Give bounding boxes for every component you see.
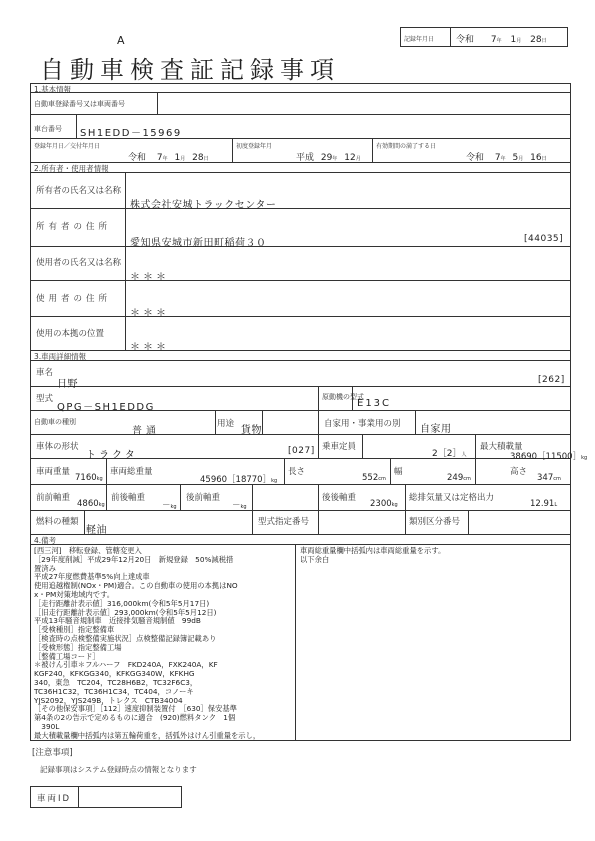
- use-value: 貨物: [241, 425, 262, 436]
- kind-label: 自動車の種別: [34, 418, 76, 426]
- expiry-label: 有効期間の満了する日: [376, 143, 437, 150]
- maker-label: 車名: [36, 368, 54, 378]
- user-address-value: ＊＊＊: [130, 308, 169, 319]
- engine-value: E13C: [357, 398, 392, 409]
- chassis-value: SH1EDD－15969: [80, 128, 182, 139]
- remark-line: 平成13年騒音規制車 近接排気騒音規制値 99dB: [34, 616, 201, 626]
- remark-line: 置済み: [34, 563, 56, 573]
- first-reg-value: 平成 29年 12月: [296, 153, 361, 163]
- section-4-heading: 4.備考: [34, 536, 57, 545]
- remark-line: 第4条の2の告示で定めるものに適合 (920)燃料タンク 1個: [34, 713, 236, 723]
- designation-label: 型式指定番号: [258, 517, 310, 527]
- first-reg-label: 初度登録年月: [236, 143, 273, 150]
- remark-line: 最大積載量欄中括弧内は第五輪荷重を，括弧外はけん引重量を示し，: [34, 730, 261, 740]
- chassis-label: 車台番号: [34, 125, 62, 133]
- section-3-heading: 3.車両詳細情報: [34, 352, 87, 361]
- displacement-label: 総排気量又は定格出力: [409, 493, 495, 503]
- remark-line: ［受検種別］指定整備車: [34, 625, 115, 635]
- reg-date-label: 登録年月日／交付年月日: [34, 143, 101, 150]
- remark-line: ［29年度削減］平成29年12月20日 新規登録 50%減税措: [34, 554, 234, 564]
- remark-line: ［検査時の点検整備実施状況］点検整備記録簿記載あり: [34, 633, 217, 643]
- private-use-value: 自家用: [420, 424, 452, 435]
- corner-mark: A: [117, 34, 125, 47]
- weight-value: 7160kg: [75, 473, 103, 483]
- remark-line: x・PM対策地域内です。: [34, 589, 115, 599]
- notes-heading: [注意事項]: [32, 748, 73, 758]
- rear-front-axle-value: －kg: [232, 501, 247, 511]
- remark-line: ［旧走行距離計表示値］293,000km(令和5年5月12日): [34, 607, 217, 617]
- displacement-value: 12.91L: [530, 499, 558, 509]
- max-load-value: 38690［11500］kg: [510, 452, 588, 462]
- remark-line: ［整備工場コード］: [34, 651, 100, 661]
- front-front-axle-label: 前前軸重: [36, 493, 71, 503]
- gross-weight-value: 45960［18770］kg: [200, 475, 278, 485]
- owner-name-value: 株式会社安城トラックセンター: [130, 200, 277, 211]
- maker-code: [262]: [538, 375, 565, 385]
- front-front-axle-value: 4860kg: [77, 499, 105, 509]
- capacity-label: 乗車定員: [322, 442, 357, 452]
- vehicle-id-label: 車両ID: [37, 794, 72, 804]
- height-label: 高さ: [510, 467, 528, 477]
- model-label: 型式: [36, 394, 54, 404]
- remark-line: ［走行距離計表示値］316,000km(令和5年5月17日): [34, 598, 210, 608]
- remark-line: 390L: [34, 721, 60, 731]
- page-title: 自動車検査証記録事項: [40, 56, 340, 84]
- user-name-label: 使用者の氏名又は名称: [36, 258, 122, 268]
- front-rear-axle-value: －kg: [162, 501, 177, 511]
- length-value: 552cm: [362, 473, 386, 483]
- remark-line: 340，東急 TC204，TC28H6B2，TC32F6C3，: [34, 677, 198, 687]
- width-value: 249cm: [447, 473, 471, 483]
- owner-address-code: [44035]: [524, 234, 564, 244]
- base-location-label: 使用の本拠の位置: [36, 329, 105, 339]
- base-location-value: ＊＊＊: [130, 342, 169, 353]
- remarks-block: [34, 547, 260, 741]
- remark-line: TC36H1C32，TC36H1C34，TC404，コノーキ: [34, 686, 194, 696]
- expiry-value: 令和 7年 5月 16日: [466, 153, 547, 163]
- gross-weight-label: 車両総重量: [110, 467, 153, 477]
- kind-value: 普通: [132, 426, 160, 437]
- record-date: 令和 7年 1月 28日: [456, 35, 547, 45]
- shape-label: 車体の形状: [36, 442, 79, 452]
- remark-line: KGF240，KFKGG340，KFKGG340W，KFKHG: [34, 669, 195, 679]
- length-label: 長さ: [288, 467, 306, 477]
- width-label: 幅: [394, 467, 403, 477]
- shape-code: [027]: [288, 446, 315, 456]
- remark-line: ［受検形態］指定整備工場: [34, 642, 122, 652]
- remark-line: YJS2092，YJS249B，トレクス CTB34004: [34, 695, 183, 705]
- engine-label: 原動機の型式: [322, 393, 364, 401]
- rear-rear-axle-label: 後後軸重: [322, 493, 357, 503]
- remark-line: ＊被けん引車＊フルハーフ FKD240A，FXK240A，KF: [34, 660, 218, 670]
- weight-label: 車両重量: [36, 467, 71, 477]
- maker-value: 日野: [57, 379, 78, 390]
- section-2-heading: 2.所有者・使用者情報: [34, 164, 109, 173]
- front-rear-axle-label: 前後軸重: [111, 493, 146, 503]
- fuel-value: 軽油: [86, 525, 107, 536]
- model-value: QPG－SH1EDDG: [57, 402, 155, 413]
- reg-date-value: 令和 7年 1月 28日: [128, 153, 209, 163]
- category-label: 類別区分番号: [409, 517, 461, 527]
- shape-value: トラクタ: [86, 450, 138, 461]
- rear-front-axle-label: 後前軸重: [186, 493, 221, 503]
- remark-line: 平成27年度燃費基準5%向上達成車: [34, 572, 150, 582]
- remark-line: [西三河] 移転登録、管轄変更入: [34, 546, 142, 555]
- max-load-label: 最大積載量: [480, 442, 523, 452]
- side-note-2: 以下余白: [300, 555, 330, 564]
- owner-name-label: 所有者の氏名又は名称: [36, 186, 122, 196]
- use-label: 用途: [217, 419, 235, 429]
- notes-text: 記録事項はシステム登録時点の情報となります: [40, 765, 197, 774]
- rear-rear-axle-value: 2300kg: [370, 499, 398, 509]
- owner-address-value: 愛知県安城市新田町稲荷３０: [130, 238, 267, 249]
- side-note-1: 車両総重量欄中括弧内は車両総重量を示す。: [300, 546, 446, 555]
- height-value: 347cm: [537, 473, 561, 483]
- user-name-value: ＊＊＊: [130, 272, 169, 283]
- remark-line: 使用追越権制(NOx・PM)適合。この自動車の使用の本拠はNO: [34, 581, 238, 591]
- reg-no-label: 自動車登録番号又は車両番号: [34, 100, 125, 108]
- private-use-label: 自家用・事業用の別: [324, 419, 401, 429]
- capacity-value: 2［2］人: [432, 449, 467, 459]
- user-address-label: 使用者の住所: [36, 294, 112, 304]
- owner-address-label: 所有者の住所: [36, 222, 112, 232]
- fuel-label: 燃料の種類: [36, 517, 79, 527]
- section-1-heading: 1.基本情報: [34, 85, 72, 94]
- record-date-label: 記録年月日: [404, 36, 435, 43]
- remark-line: ［その他保安事項］［112］速度抑制装置付 ［630］保安基準: [34, 704, 237, 714]
